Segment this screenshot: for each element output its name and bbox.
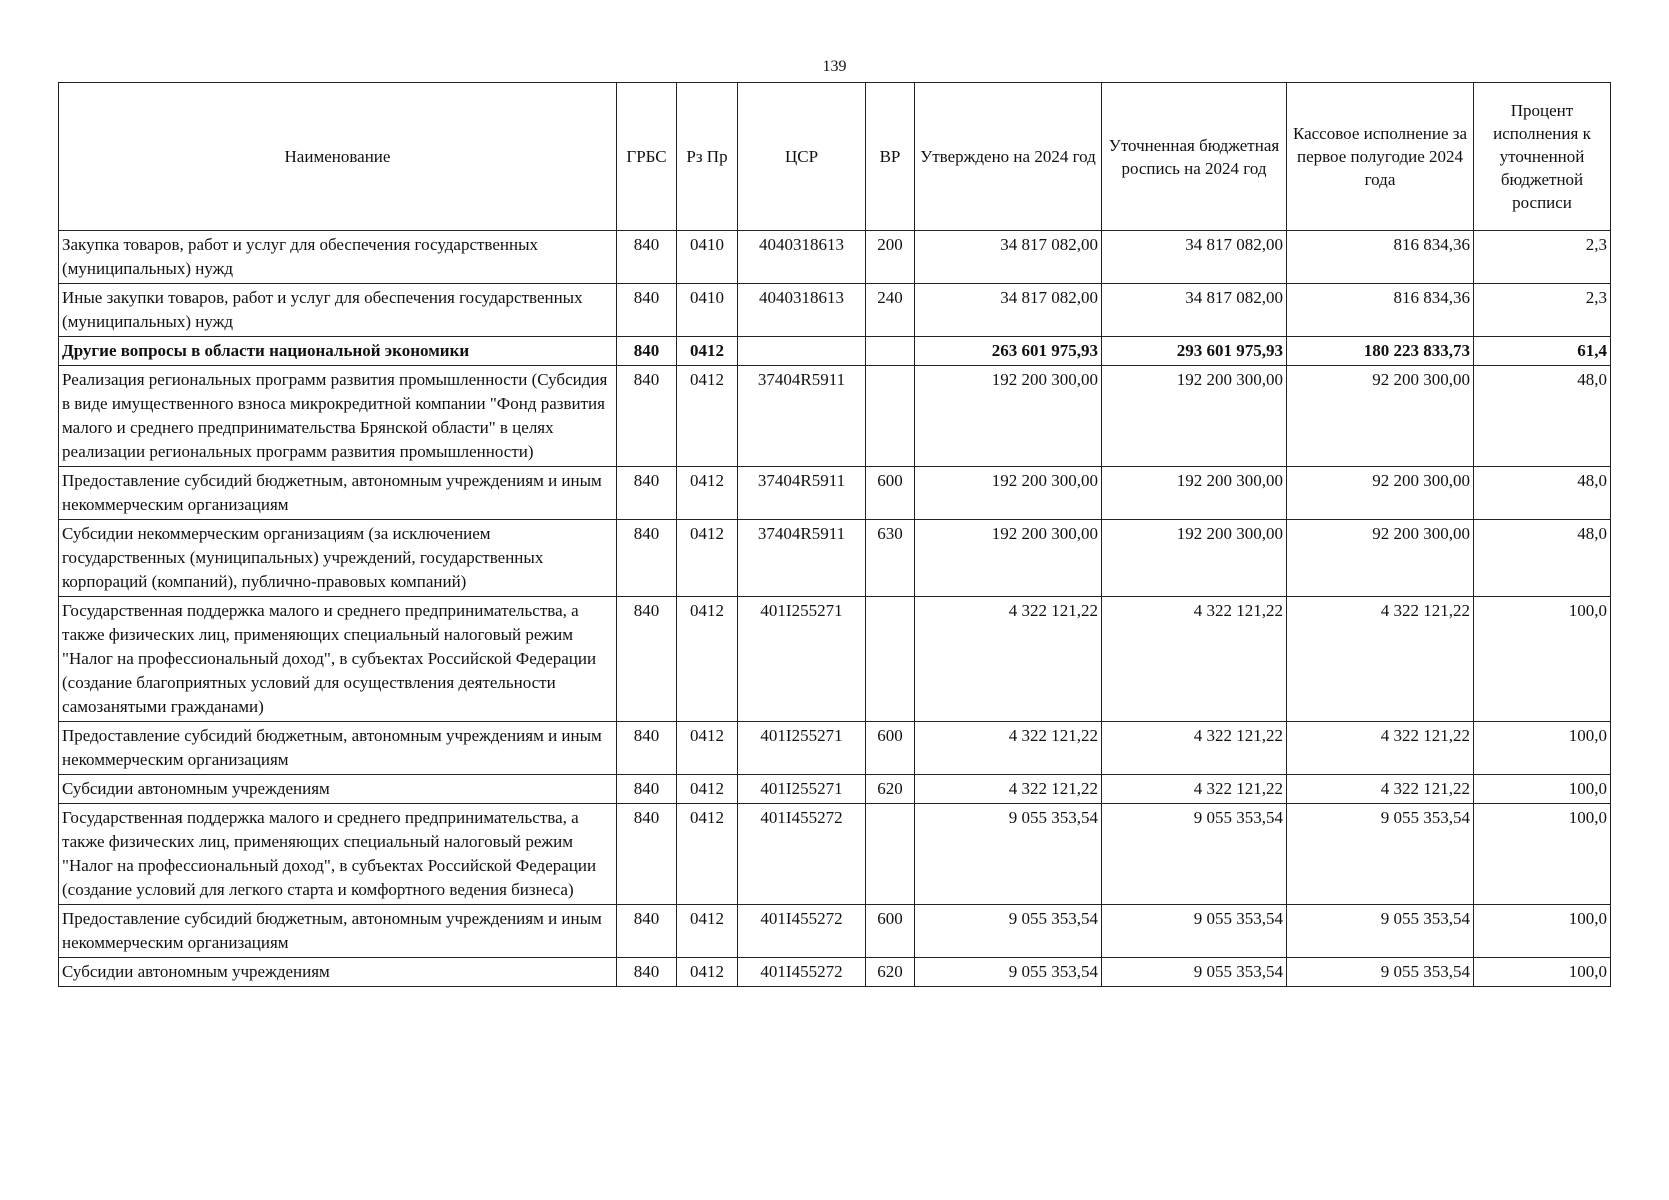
cell-rzpr: 0412 [677,520,738,597]
cell-grbs: 840 [617,284,677,337]
cell-name: Субсидии автономным учреждениям [59,958,617,987]
cell-grbs: 840 [617,231,677,284]
cell-grbs: 840 [617,804,677,905]
cell-vr [866,804,915,905]
cell-rzpr: 0410 [677,231,738,284]
cell-refined: 4 322 121,22 [1102,722,1287,775]
cell-vr: 630 [866,520,915,597]
cell-approved: 9 055 353,54 [915,905,1102,958]
cell-refined: 34 817 082,00 [1102,284,1287,337]
cell-cash: 9 055 353,54 [1287,905,1474,958]
cell-grbs: 840 [617,722,677,775]
cell-name: Государственная поддержка малого и среднего предпринимательства, а также физических лиц, применяющих специальный налоговый режим "Налог на профессиональный доход", в субъектах Российской Федерации (создание условий для легкого старта и комфортного ведения бизнеса) [59,804,617,905]
cell-cash: 4 322 121,22 [1287,597,1474,722]
header-approved: Утверждено на 2024 год [915,83,1102,231]
cell-csr: 4040318613 [738,284,866,337]
cell-refined: 9 055 353,54 [1102,804,1287,905]
cell-vr [866,337,915,366]
cell-csr: 401I455272 [738,905,866,958]
table-row [59,284,1611,337]
cell-vr: 240 [866,284,915,337]
cell-refined: 9 055 353,54 [1102,958,1287,987]
cell-vr: 600 [866,905,915,958]
cell-cash: 4 322 121,22 [1287,722,1474,775]
cell-approved: 192 200 300,00 [915,366,1102,467]
header-cash: Кассовое исполнение за первое полугодие 2024 года [1287,83,1474,231]
table-row [59,804,1611,905]
header-row [59,83,1611,231]
cell-rzpr: 0412 [677,467,738,520]
table-row [59,905,1611,958]
cell-percent: 100,0 [1474,958,1611,987]
cell-percent: 48,0 [1474,520,1611,597]
cell-vr: 600 [866,467,915,520]
cell-csr: 401I255271 [738,775,866,804]
cell-name: Субсидии автономным учреждениям [59,775,617,804]
header-vr: ВР [866,83,915,231]
cell-approved: 192 200 300,00 [915,467,1102,520]
cell-csr: 4040318613 [738,231,866,284]
cell-rzpr: 0412 [677,337,738,366]
cell-approved: 34 817 082,00 [915,231,1102,284]
cell-grbs: 840 [617,775,677,804]
cell-grbs: 840 [617,467,677,520]
cell-rzpr: 0412 [677,905,738,958]
cell-percent: 48,0 [1474,467,1611,520]
cell-cash: 9 055 353,54 [1287,804,1474,905]
cell-percent: 100,0 [1474,597,1611,722]
cell-rzpr: 0412 [677,804,738,905]
cell-cash: 4 322 121,22 [1287,775,1474,804]
cell-csr: 401I255271 [738,597,866,722]
cell-csr: 401I455272 [738,958,866,987]
table-row [59,366,1611,467]
cell-refined: 293 601 975,93 [1102,337,1287,366]
cell-name: Предоставление субсидий бюджетным, автономным учреждениям и иным некоммерческим организациям [59,722,617,775]
cell-cash: 92 200 300,00 [1287,467,1474,520]
cell-percent: 100,0 [1474,775,1611,804]
cell-refined: 9 055 353,54 [1102,905,1287,958]
cell-approved: 192 200 300,00 [915,520,1102,597]
cell-rzpr: 0412 [677,775,738,804]
cell-csr: 401I455272 [738,804,866,905]
cell-refined: 4 322 121,22 [1102,775,1287,804]
cell-name: Закупка товаров, работ и услуг для обеспечения государственных (муниципальных) нужд [59,231,617,284]
table-row [59,231,1611,284]
cell-name: Государственная поддержка малого и среднего предпринимательства, а также физических лиц, применяющих специальный налоговый режим "Налог на профессиональный доход", в субъектах Российской Федерации (создание благоприятных условий для осуществления деятельности самозанятыми гражданами) [59,597,617,722]
header-rzpr: Рз Пр [677,83,738,231]
budget-table [58,82,1611,987]
cell-refined: 34 817 082,00 [1102,231,1287,284]
cell-grbs: 840 [617,597,677,722]
cell-cash: 92 200 300,00 [1287,520,1474,597]
page-number: 139 [822,58,847,75]
cell-refined: 192 200 300,00 [1102,467,1287,520]
cell-percent: 100,0 [1474,722,1611,775]
cell-grbs: 840 [617,366,677,467]
table-row [59,597,1611,722]
cell-cash: 92 200 300,00 [1287,366,1474,467]
cell-rzpr: 0410 [677,284,738,337]
cell-percent: 48,0 [1474,366,1611,467]
cell-rzpr: 0412 [677,958,738,987]
cell-name: Предоставление субсидий бюджетным, автономным учреждениям и иным некоммерческим организациям [59,905,617,958]
cell-vr [866,366,915,467]
cell-refined: 192 200 300,00 [1102,366,1287,467]
header-csr: ЦСР [738,83,866,231]
cell-cash: 816 834,36 [1287,284,1474,337]
cell-name: Иные закупки товаров, работ и услуг для обеспечения государственных (муниципальных) нужд [59,284,617,337]
cell-refined: 192 200 300,00 [1102,520,1287,597]
cell-approved: 263 601 975,93 [915,337,1102,366]
cell-approved: 4 322 121,22 [915,597,1102,722]
cell-percent: 100,0 [1474,905,1611,958]
cell-approved: 34 817 082,00 [915,284,1102,337]
header-grbs: ГРБС [617,83,677,231]
cell-name: Предоставление субсидий бюджетным, автономным учреждениям и иным некоммерческим организациям [59,467,617,520]
cell-vr: 620 [866,775,915,804]
table-row [59,520,1611,597]
cell-csr: 401I255271 [738,722,866,775]
table-row [59,958,1611,987]
cell-approved: 9 055 353,54 [915,804,1102,905]
cell-vr [866,597,915,722]
header-percent: Процент исполнения к уточненной бюджетной росписи [1474,83,1611,231]
cell-percent: 61,4 [1474,337,1611,366]
cell-cash: 816 834,36 [1287,231,1474,284]
table-row [59,337,1611,366]
cell-name: Субсидии некоммерческим организациям (за исключением государственных (муниципальных) учреждений, государственных корпораций (компаний), публично-правовых компаний) [59,520,617,597]
cell-csr: 37404R5911 [738,366,866,467]
cell-rzpr: 0412 [677,722,738,775]
cell-cash: 9 055 353,54 [1287,958,1474,987]
cell-approved: 4 322 121,22 [915,775,1102,804]
cell-rzpr: 0412 [677,597,738,722]
cell-percent: 2,3 [1474,284,1611,337]
cell-approved: 9 055 353,54 [915,958,1102,987]
cell-vr: 200 [866,231,915,284]
cell-csr: 37404R5911 [738,467,866,520]
cell-grbs: 840 [617,958,677,987]
cell-cash: 180 223 833,73 [1287,337,1474,366]
cell-name: Реализация региональных программ развития промышленности (Субсидия в виде имущественного взноса микрокредитной компании "Фонд развития малого и среднего предпринимательства Брянской области" в целях реализации региональных программ развития промышленности) [59,366,617,467]
header-name: Наименование [59,83,617,231]
header-refined: Уточненная бюджетная роспись на 2024 год [1102,83,1287,231]
cell-vr: 600 [866,722,915,775]
cell-csr: 37404R5911 [738,520,866,597]
cell-grbs: 840 [617,520,677,597]
cell-percent: 2,3 [1474,231,1611,284]
cell-vr: 620 [866,958,915,987]
cell-approved: 4 322 121,22 [915,722,1102,775]
table-row [59,722,1611,775]
cell-percent: 100,0 [1474,804,1611,905]
cell-grbs: 840 [617,337,677,366]
table-row [59,467,1611,520]
cell-grbs: 840 [617,905,677,958]
table-body [59,231,1611,987]
cell-name: Другие вопросы в области национальной экономики [59,337,617,366]
cell-rzpr: 0412 [677,366,738,467]
cell-refined: 4 322 121,22 [1102,597,1287,722]
cell-csr [738,337,866,366]
table-row [59,775,1611,804]
